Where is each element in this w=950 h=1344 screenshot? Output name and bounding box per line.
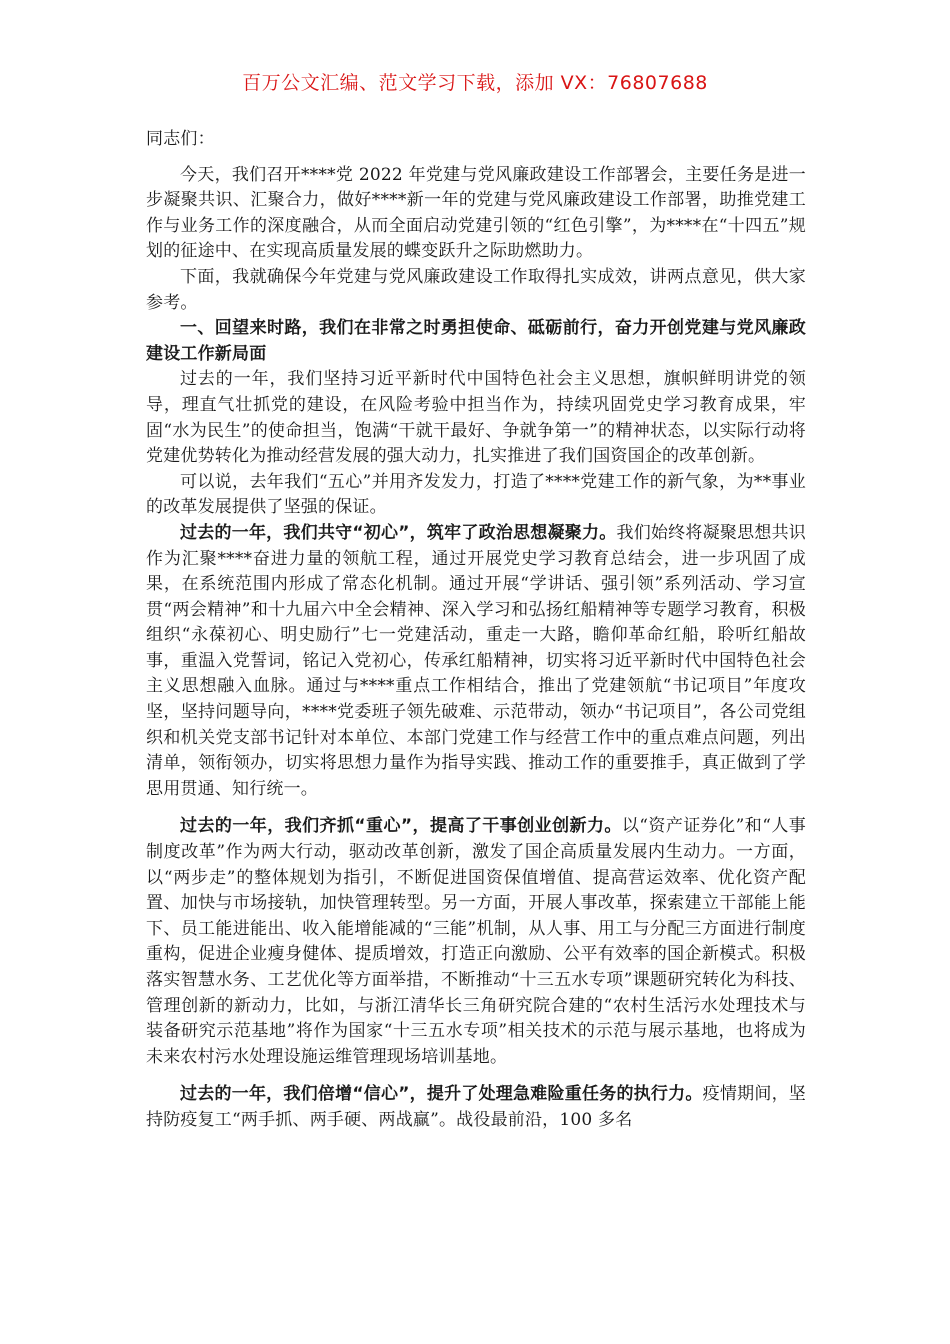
paragraph-review: 过去的一年，我们坚持习近平新时代中国特色社会主义思想，旗帜鲜明讲党的领导，理直气壮抓党的建设，在风险考验中担当作为，持续巩固党史学习教育成果，牢固“水为民生”的使命担当，饱满“干就干最好、争就争第一”的精神状态，以实际行动将党建优势转化为推动经营发展的强大动力，扎实推进了我们国资国企的改革创新。 [146, 369, 806, 467]
paragraph-confidence [146, 1082, 806, 1133]
paragraph-focus [146, 814, 806, 1070]
paragraph-summary: 可以说，去年我们“五心”并用齐发发力，打造了****党建工作的新气象，为**事业的改革发展提供了坚强的保证。 [146, 471, 806, 518]
paragraph-lead: 过去的一年，我们共守“初心”，筑牢了政治思想凝聚力。 [180, 522, 617, 543]
paragraph-body: 以“资产证券化”和“人事制度改革”作为两大行动，驱动改革创新，激发了国企高质量发展内生动力。一方面，以“两步走”的整体规划为指引，不断促进国资保值增值、提高营运效率、优化资产配置、加快与市场接轨，加快管理转型。另一方面，开展人事改革，探索建立干部能上能下、员工能进能出、收入能增能减的“三能”机制，从人事、用工与分配三方面进行制度重构，促进企业瘦身健体、提质增效，打造正向激励、公平有效率的国企新模式。积极落实智慧水务、工艺优化等方面举措，不断推动“十三五水专项”课题研究转化为科技、管理创新的新动力，比如，与浙江清华长三角研究院合建的“农村生活污水处理技术与装备研究示范基地”将作为国家“十三五水专项”相关技术的示范与展示基地，也将成为未来农村污水处理设施运维管理现场培训基地。 [146, 816, 806, 1067]
paragraph-lead: 过去的一年，我们倍增“信心”，提升了处理急难险重任务的执行力。 [180, 1084, 703, 1105]
paragraph-lead: 过去的一年，我们齐抓“重心”，提高了干事创业创新力。 [180, 816, 622, 837]
paragraph-body: 疫情期间，坚持防疫复工“两手抓、两手硬、两战赢”。战役最前沿，100 多名 [146, 1084, 806, 1130]
paragraph-original-aspiration [146, 521, 806, 803]
salutation: 同志们： [146, 129, 215, 149]
watermark-header: 百万公文汇编、范文学习下载，添加 VX：76807688 [242, 72, 708, 94]
paragraph-body: 我们始终将凝聚思想共识作为汇聚****奋进力量的领航工程，通过开展党史学习教育总结会，进一步巩固了成果，在系统范围内形成了常态化机制。通过开展“学讲话、强引领”系列活动、学习宣贯“两会精神”和十九届六中全会精神、深入学习和弘扬红船精神等专题学习教育，积极组织“永葆初心、明史励行”七一党建活动，重走一大路，瞻仰革命红船，聆听红船故事，重温入党誓词，铭记入党初心，传承红船精神，切实将习近平新时代中国特色社会主义思想融入血脉。通过与****重点工作相结合，推出了党建领航“书记项目”年度攻坚，坚持问题导向，****党委班子领先破难、示范带动，领办“书记项目”，各公司党组织和机关党支部书记针对本单位、本部门党建工作与经营工作中的重点难点问题，列出清单，领衔领办，切实将思想力量作为指导实践、推动工作的重要推手，真正做到了学思用贯通、知行统一。 [146, 522, 807, 799]
section-heading-1: 一、回望来时路，我们在非常之时勇担使命、砥砺前行，奋力开创党建与党风廉政建设工作新局面 [146, 318, 806, 364]
paragraph-outline: 下面，我就确保今年党建与党风廉政建设工作取得扎实成效，讲两点意见，供大家参考。 [146, 266, 806, 313]
paragraph-intro: 今天，我们召开****党 2022 年党建与党风廉政建设工作部署会，主要任务是进一步凝聚共识、汇聚合力，做好****新一年的党建与党风廉政建设工作部署，助推党建工作与业务工作的深度融合，从而全面启动党建引领的“红色引擎”，为****在“十四五”规划的征途中、在实现高质量发展的蝶变跃升之际助燃助力。 [146, 164, 806, 262]
document-body [146, 127, 806, 1134]
